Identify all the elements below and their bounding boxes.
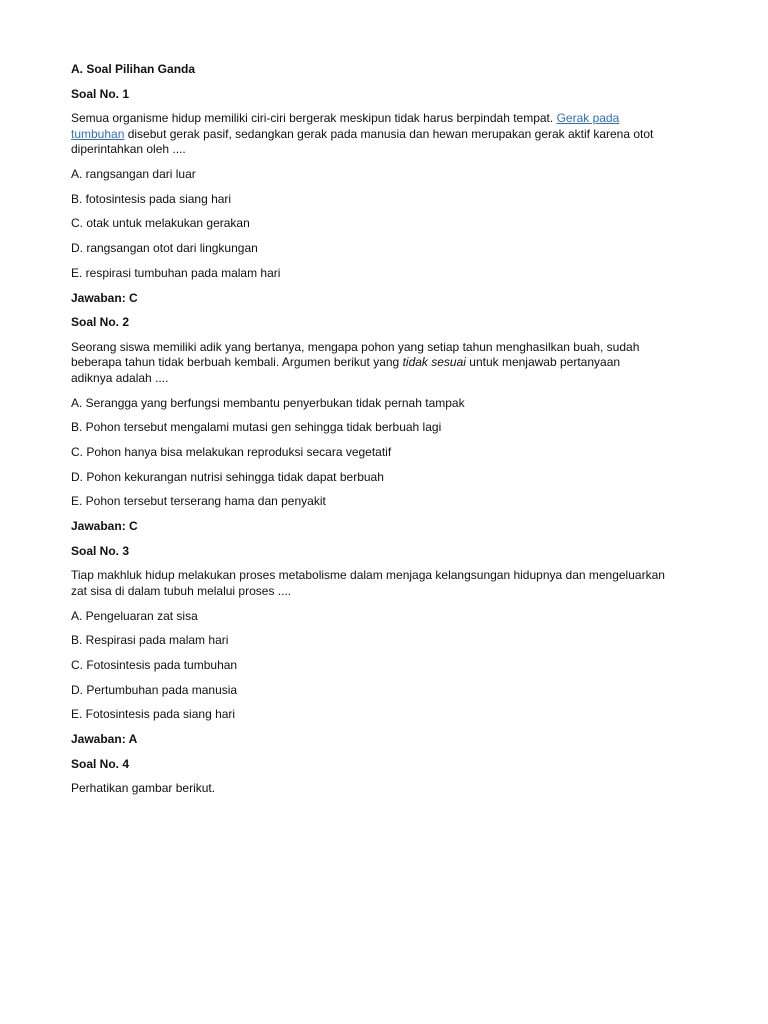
q1-text-line3: diperintahkan oleh .... <box>71 142 186 157</box>
q1-answer: Jawaban: C <box>71 290 138 305</box>
q3-question-text <box>71 568 701 599</box>
q2-text-line2-after: untuk menjawab pertanyaan <box>465 355 621 370</box>
q2-answer: Jawaban: C <box>71 519 138 533</box>
q1-question-text <box>71 111 701 158</box>
q1-heading: Soal No. 1 <box>71 86 130 101</box>
q2-text-line2-before: beberapa tahun tidak berbuah kembali. Argumen berikut yang <box>71 355 403 370</box>
q3-heading: Soal No. 3 <box>71 543 130 558</box>
q2-text-italic: tidak sesuai <box>402 355 466 370</box>
q1-link-gerak-pada-tumbuhan-part1[interactable]: Gerak pada <box>556 111 620 126</box>
q2-text-line1: Seorang siswa memiliki adik yang bertanya, mengapa pohon yang setiap tahun menghasilkan buah, sudah <box>71 339 640 354</box>
q1-text-line2: disebut gerak pasif, sedangkan gerak pada manusia dan hewan merupakan gerak aktif karena otot <box>124 126 654 141</box>
q2-option-d: D. Pohon kekurangan nutrisi sehingga tidak dapat berbuah <box>71 469 384 484</box>
q1-line1 <box>71 111 701 127</box>
q1-option-b: B. fotosintesis pada siang hari <box>71 191 232 206</box>
q3-answer: Jawaban: A <box>71 732 138 746</box>
q2-option-e: E. Pohon tersebut terserang hama dan penyakit <box>71 494 326 509</box>
q2-question-text <box>71 340 701 387</box>
q2-option-a: A. Serangga yang berfungsi membantu penyerbukan tidak pernah tampak <box>71 395 465 410</box>
q3-option-c: C. Fotosintesis pada tumbuhan <box>71 657 238 672</box>
q2-heading: Soal No. 2 <box>71 315 130 330</box>
q3-option-e: E. Fotosintesis pada siang hari <box>71 707 236 722</box>
q2-line2 <box>71 355 701 371</box>
q3-option-b: B. Respirasi pada malam hari <box>71 633 229 648</box>
q3-option-d: D. Pertumbuhan pada manusia <box>71 682 238 697</box>
q3-option-a: A. Pengeluaran zat sisa <box>71 608 198 623</box>
q1-option-d: D. rangsangan otot dari lingkungan <box>71 241 258 256</box>
q2-option-c: C. Pohon hanya bisa melakukan reproduksi secara vegetatif <box>71 444 392 459</box>
q1-option-e: E. respirasi tumbuhan pada malam hari <box>71 265 281 280</box>
section-title: A. Soal Pilihan Ganda <box>71 62 196 76</box>
document-page <box>71 62 701 806</box>
q3-text-line1: Tiap makhluk hidup melakukan proses metabolisme dalam menjaga kelangsungan hidupnya dan mengeluarkan <box>71 568 665 583</box>
q4-text: Perhatikan gambar berikut. <box>71 781 216 796</box>
q1-option-c: C. otak untuk melakukan gerakan <box>71 216 250 231</box>
q1-line2 <box>71 127 701 143</box>
q1-text-line1: Semua organisme hidup memiliki ciri-ciri bergerak meskipun tidak harus berpindah tempat. <box>71 111 557 126</box>
q2-option-b: B. Pohon tersebut mengalami mutasi gen sehingga tidak berbuah lagi <box>71 420 442 435</box>
q1-link-gerak-pada-tumbuhan-part2[interactable]: tumbuhan <box>71 126 125 141</box>
q1-option-a: A. rangsangan dari luar <box>71 167 196 182</box>
q2-text-line3: adiknya adalah .... <box>71 370 169 385</box>
q4-heading: Soal No. 4 <box>71 756 130 771</box>
q3-text-line2: zat sisa di dalam tubuh melalui proses .... <box>71 583 292 598</box>
